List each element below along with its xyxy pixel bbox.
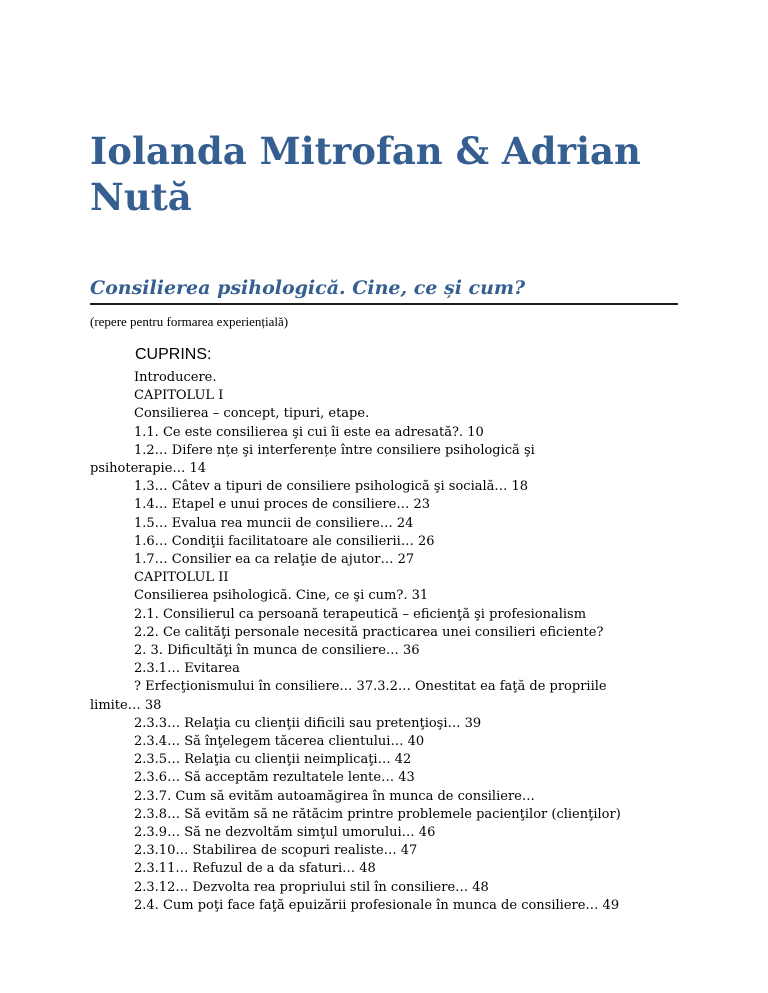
toc-line: 2.3.5… Relaţia cu clienţii neimplicaţi… 42 <box>134 752 412 768</box>
toc-line: CAPITOLUL I <box>134 388 224 404</box>
toc-line: 2.3.12… Dezvolta rea propriului stil în consiliere… 48 <box>134 879 489 895</box>
toc-line: 1.7… Consilier ea ca relaţie de ajutor… 27 <box>134 552 415 568</box>
toc-line: 2.4. Cum poţi face faţă epuizării profesionale în munca de consiliere… 49 <box>134 897 620 913</box>
toc-line: 2. 3. Dificultăţi în munca de consiliere… 36 <box>134 643 420 659</box>
toc-line: 2.3.1… Evitarea <box>134 661 240 677</box>
toc-line: 1.2… Difere nțe şi interferențe între consiliere psihologică şi <box>134 442 535 458</box>
title-line-2: Nută <box>90 175 192 219</box>
toc-line: CAPITOLUL II <box>134 570 229 586</box>
toc-line: 1.1. Ce este consilierea şi cui îi este ea adresată?. 10 <box>134 424 484 440</box>
toc-line: 2.3.8… Să evităm să ne rătăcim printre problemele pacienţilor (clienţilor) <box>134 806 621 822</box>
document-title <box>90 128 710 220</box>
toc-line: ? Erfecţionismului în consiliere… 37.3.2… Onestitat ea faţă de propriile <box>134 679 607 695</box>
toc-line: Consilierea – concept, tipuri, etape. <box>134 406 370 422</box>
title-line-1: Iolanda Mitrofan & Adrian <box>90 129 641 173</box>
toc-line: 2.1. Consilierul ca persoană terapeutică – eficienţă şi profesionalism <box>134 606 587 622</box>
toc-line: limite… 38 <box>90 697 162 713</box>
toc-line: 2.3.6… Să acceptăm rezultatele lente… 43 <box>134 770 415 786</box>
toc-line: Consilierea psihologică. Cine, ce şi cum?. 31 <box>134 588 429 604</box>
toc-line: 1.6… Condiţii facilitatoare ale consilierii… 26 <box>134 533 435 549</box>
toc-line: 2.3.4… Să înţelegem tăcerea clientului… 40 <box>134 734 425 750</box>
toc-line: 2.3.9… Să ne dezvoltăm simţul umorului… 46 <box>134 825 436 841</box>
subtitle-note: (repere pentru formarea experiențială) <box>90 314 289 329</box>
toc-line: 2.3.3… Relaţia cu clienţii dificili sau pretenţioşi… 39 <box>134 715 482 731</box>
toc-line: psihoterapie… 14 <box>90 461 207 477</box>
toc-line: 2.3.10… Stabilirea de scopuri realiste… 47 <box>134 843 418 859</box>
toc-line: 1.5… Evalua rea muncii de consiliere… 24 <box>134 515 414 531</box>
table-of-contents <box>90 369 680 915</box>
toc-line: 2.3.7. Cum să evităm autoamăgirea în munca de consiliere… <box>134 788 535 804</box>
document-subtitle: Consilierea psihologică. Cine, ce și cum? <box>90 274 678 305</box>
toc-line: 2.3.11… Refuzul de a da sfaturi… 48 <box>134 861 376 877</box>
toc-line: 2.2. Ce calităţi personale necesită practicarea unei consilieri eficiente? <box>134 624 604 640</box>
toc-line: Introducere. <box>134 370 217 385</box>
toc-line: 1.4… Etapel e unui proces de consiliere… 23 <box>134 497 430 513</box>
toc-line: 1.3… Câtev a tipuri de consiliere psihologică şi socială… 18 <box>134 479 529 495</box>
toc-heading: CUPRINS: <box>135 346 212 363</box>
